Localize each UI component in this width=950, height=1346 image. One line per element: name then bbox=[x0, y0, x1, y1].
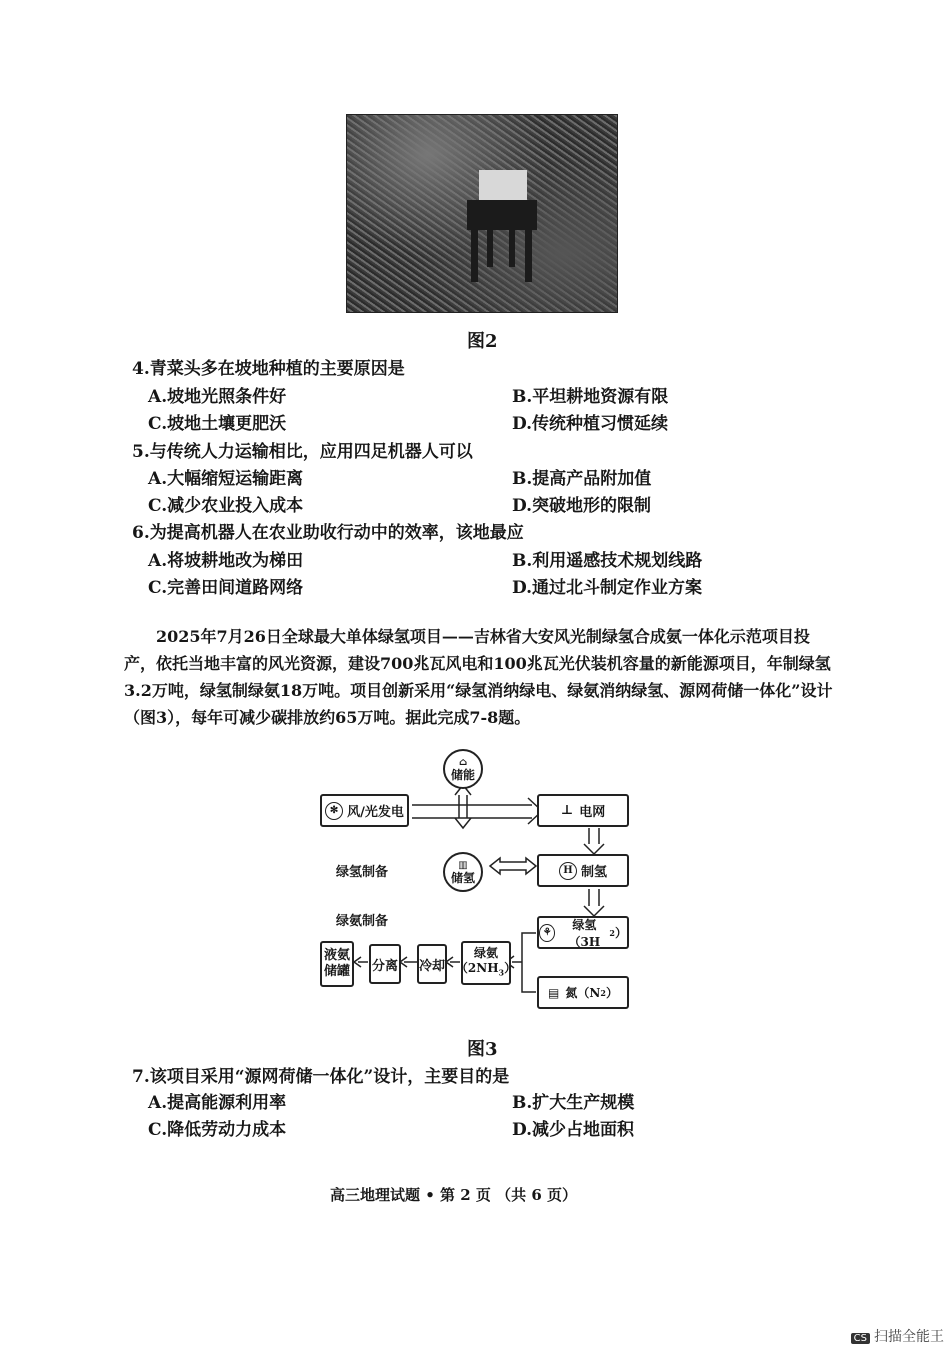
q5-option-b[interactable]: B.提高产品附加值 bbox=[512, 469, 652, 489]
q4-stem: 4.青菜头多在坡地种植的主要原因是 bbox=[132, 359, 405, 379]
q4-option-c[interactable]: C.坡地土壤更肥沃 bbox=[148, 414, 287, 434]
figure3-label: 图3 bbox=[467, 1039, 498, 1060]
nh3-production-label: 绿氨制备 bbox=[336, 914, 389, 929]
h2-icon: H bbox=[559, 862, 577, 880]
q6-stem: 6.为提高机器人在农业助收行动中的效率，该地最应 bbox=[132, 523, 524, 543]
storage-label: 储能 bbox=[450, 768, 475, 782]
green-h2-end: ） bbox=[614, 926, 627, 940]
green-h2-sub: 2 bbox=[609, 927, 615, 938]
robot-body bbox=[479, 170, 527, 202]
scanner-watermark bbox=[851, 1326, 944, 1346]
watermark-text: 扫描全能王 bbox=[874, 1329, 944, 1345]
green-nh3-top: 绿氨 bbox=[473, 945, 498, 960]
q7-stem: 7.该项目采用“源网荷储一体化”设计，主要目的是 bbox=[132, 1067, 510, 1087]
robot-leg bbox=[487, 227, 493, 267]
arrow-h2-storage bbox=[490, 858, 536, 874]
liquid-nh3-top: 液氨 bbox=[323, 948, 350, 963]
nitrogen-sub: 2 bbox=[600, 987, 606, 998]
robot-field-photo bbox=[346, 114, 618, 313]
q5-option-a[interactable]: A.大幅缩短运输距离 bbox=[148, 469, 304, 489]
q6-option-a[interactable]: A.将坡耕地改为梯田 bbox=[148, 551, 304, 571]
h2-storage-label: 储氢 bbox=[450, 871, 475, 885]
robot-leg bbox=[471, 227, 478, 282]
wind-turbine-icon: ✻ bbox=[325, 802, 343, 820]
green-nh3-bottom: （2NH bbox=[455, 960, 499, 975]
q5-option-c[interactable]: C.减少农业投入成本 bbox=[148, 496, 304, 516]
wind-solar-node bbox=[320, 794, 409, 827]
q7-option-b[interactable]: B.扩大生产规模 bbox=[512, 1093, 635, 1113]
q5-stem: 5.与传统人力运输相比，应用四足机器人可以 bbox=[132, 442, 473, 462]
h2-storage-node bbox=[443, 852, 483, 892]
q4-option-d[interactable]: D.传统种植习惯延续 bbox=[512, 414, 669, 434]
arrow-storage bbox=[455, 785, 471, 828]
q4-option-a[interactable]: A.坡地光照条件好 bbox=[148, 387, 287, 407]
green-nh3-sub: 3 bbox=[498, 967, 505, 978]
nitrogen-label: 氮（N bbox=[565, 986, 601, 1000]
h2-tank-icon: ▥ bbox=[458, 860, 468, 871]
grid-label: 电网 bbox=[579, 805, 606, 820]
robot-frame bbox=[467, 200, 537, 230]
separation-label: 分离 bbox=[371, 958, 398, 974]
green-nh3-node bbox=[455, 941, 517, 985]
storage-icon: ⌂ bbox=[458, 757, 468, 768]
figure2-label: 图2 bbox=[467, 331, 498, 352]
grid-node bbox=[537, 794, 629, 827]
arrow-h2-green bbox=[584, 889, 604, 916]
power-tower-icon: ⊥ bbox=[560, 803, 574, 818]
green-h2-node bbox=[537, 916, 629, 949]
q7-option-d[interactable]: D.减少占地面积 bbox=[512, 1120, 635, 1140]
liquid-nh3-bottom: 储罐 bbox=[323, 964, 350, 979]
h2-production-label: 绿氢制备 bbox=[336, 865, 389, 880]
electrolysis-node bbox=[537, 854, 629, 887]
wind-solar-label: 风/光发电 bbox=[347, 805, 404, 820]
nitrogen-node bbox=[537, 976, 629, 1009]
q6-option-d[interactable]: D.通过北斗制定作业方案 bbox=[512, 578, 703, 598]
factory-icon: ▤ bbox=[548, 985, 560, 1000]
cooling-node bbox=[417, 944, 447, 984]
separation-node bbox=[369, 944, 401, 984]
cooling-label: 冷却 bbox=[419, 958, 446, 974]
q7-option-a[interactable]: A.提高能源利用率 bbox=[148, 1093, 287, 1113]
page-footer: 高三地理试题 • 第 2 页 （共 6 页） bbox=[330, 1186, 578, 1204]
q4-option-b[interactable]: B.平坦耕地资源有限 bbox=[512, 387, 669, 407]
q6-option-b[interactable]: B.利用遥感技术规划线路 bbox=[512, 551, 703, 571]
green-nh3-bottom-line bbox=[456, 961, 516, 980]
green-nh3-end: ） bbox=[504, 960, 517, 975]
robot-leg bbox=[509, 227, 515, 267]
passage-text: 2025年7月26日全球最大单体绿氢项目——吉林省大安风光制绿氢合成氨一体化示范项目投产，依托当地丰富的风光资源，建设700兆瓦风电和100兆瓦光伏装机容量的新能源项目，年制绿氢3.2万吨，绿氢制绿氨18万吨。项目创新采用“绿氢消纳绿电、绿氨消纳绿氢、源网荷储一体化”设计（图3），每年可减少碳排放约65万吨。据此完成7-8题。 bbox=[124, 627, 833, 727]
passage bbox=[124, 623, 836, 731]
q5-option-d[interactable]: D.突破地形的限制 bbox=[512, 496, 652, 516]
robot-leg bbox=[525, 227, 532, 282]
arrow-grid-h2 bbox=[584, 828, 604, 854]
nitrogen-end: ） bbox=[605, 986, 618, 1000]
liquid-ammonia-tank-node bbox=[320, 941, 354, 987]
h2-molecule-icon: ⚘ bbox=[539, 924, 555, 942]
q6-option-c[interactable]: C.完善田间道路网络 bbox=[148, 578, 304, 598]
electrolysis-label: 制氢 bbox=[580, 865, 607, 880]
energy-storage-node bbox=[443, 749, 483, 789]
green-h2-label: 绿氢（3H bbox=[568, 917, 601, 949]
cs-logo-icon: CS bbox=[851, 1333, 870, 1344]
q7-option-c[interactable]: C.降低劳动力成本 bbox=[148, 1120, 287, 1140]
